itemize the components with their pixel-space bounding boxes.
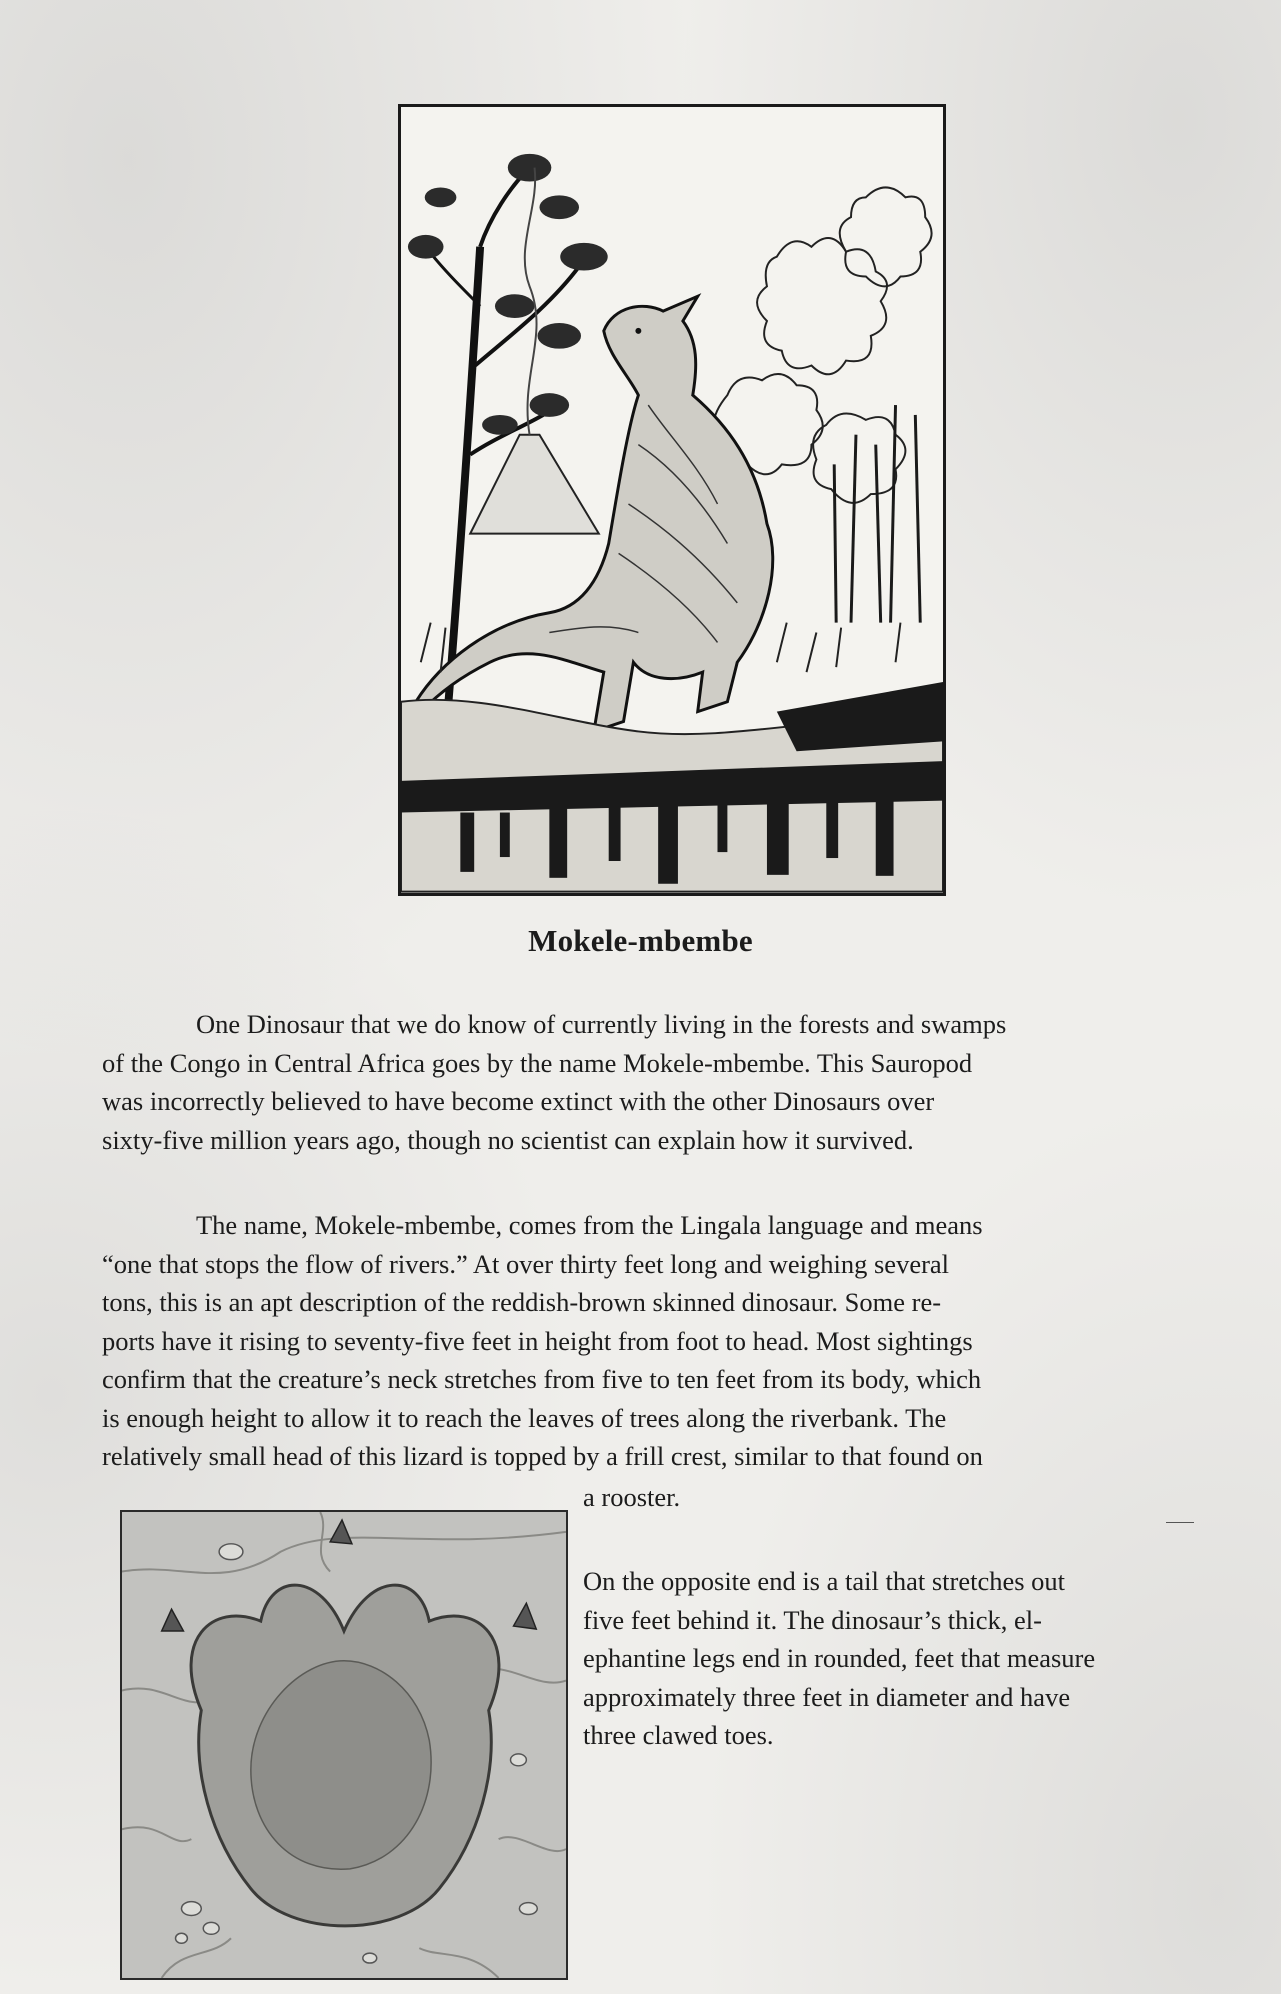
margin-mark bbox=[1166, 1522, 1194, 1523]
paragraph-1-line: was incorrectly believed to have become extinct with the other Dinosaurs over bbox=[102, 1086, 935, 1116]
paragraph-3-line: three clawed toes. bbox=[583, 1720, 774, 1750]
paragraph-2-continuation: a rooster. bbox=[583, 1482, 681, 1512]
paragraph-3-line: On the opposite end is a tail that stretches out bbox=[583, 1566, 1066, 1596]
dinosaur-in-swamp-icon bbox=[401, 107, 943, 893]
paragraph-2-line: confirm that the creature’s neck stretches from five to ten feet from its body, which bbox=[102, 1364, 982, 1394]
paragraph-2-line: is enough height to allow it to reach the leaves of trees along the riverbank. The bbox=[102, 1402, 947, 1433]
paragraph-3 bbox=[583, 1562, 1223, 1755]
paragraph-2-line: The name, Mokele-mbembe, comes from the Lingala language and means bbox=[196, 1210, 983, 1240]
paragraph-3-line: approximately three feet in diameter and have bbox=[583, 1681, 1071, 1712]
paragraph-1-line: One Dinosaur that we do know of currently living in the forests and swamps bbox=[196, 1009, 1007, 1039]
paragraph-2-line: “one that stops the flow of rivers.” At over thirty feet long and weighing several bbox=[102, 1248, 950, 1279]
paragraph-2-line: tons, this is an apt description of the reddish-brown skinned dinosaur. Some re- bbox=[102, 1287, 942, 1317]
paragraph-2 bbox=[102, 1206, 1202, 1476]
footprint-icon bbox=[122, 1512, 566, 1978]
paragraph-3-line: five feet behind it. The dinosaur’s thick, el- bbox=[583, 1604, 1042, 1635]
figure-caption: Mokele-mbembe bbox=[528, 923, 753, 958]
paragraph-1-line: of the Congo in Central Africa goes by the name Mokele-mbembe. This Sauropod bbox=[102, 1047, 973, 1078]
dinosaur-illustration bbox=[398, 104, 946, 896]
paragraph-3-line: ephantine legs end in rounded, feet that measure bbox=[583, 1643, 1096, 1673]
paragraph-2-line: relatively small head of this lizard is topped by a frill crest, similar to that found on bbox=[102, 1441, 983, 1471]
paragraph-2-line: ports have it rising to seventy-five feet in height from foot to head. Most sightings bbox=[102, 1325, 973, 1356]
paragraph-1 bbox=[102, 1005, 1202, 1159]
paragraph-1-line: sixty-five million years ago, though no scientist can explain how it survived. bbox=[102, 1124, 914, 1155]
footprint-illustration bbox=[120, 1510, 568, 1980]
